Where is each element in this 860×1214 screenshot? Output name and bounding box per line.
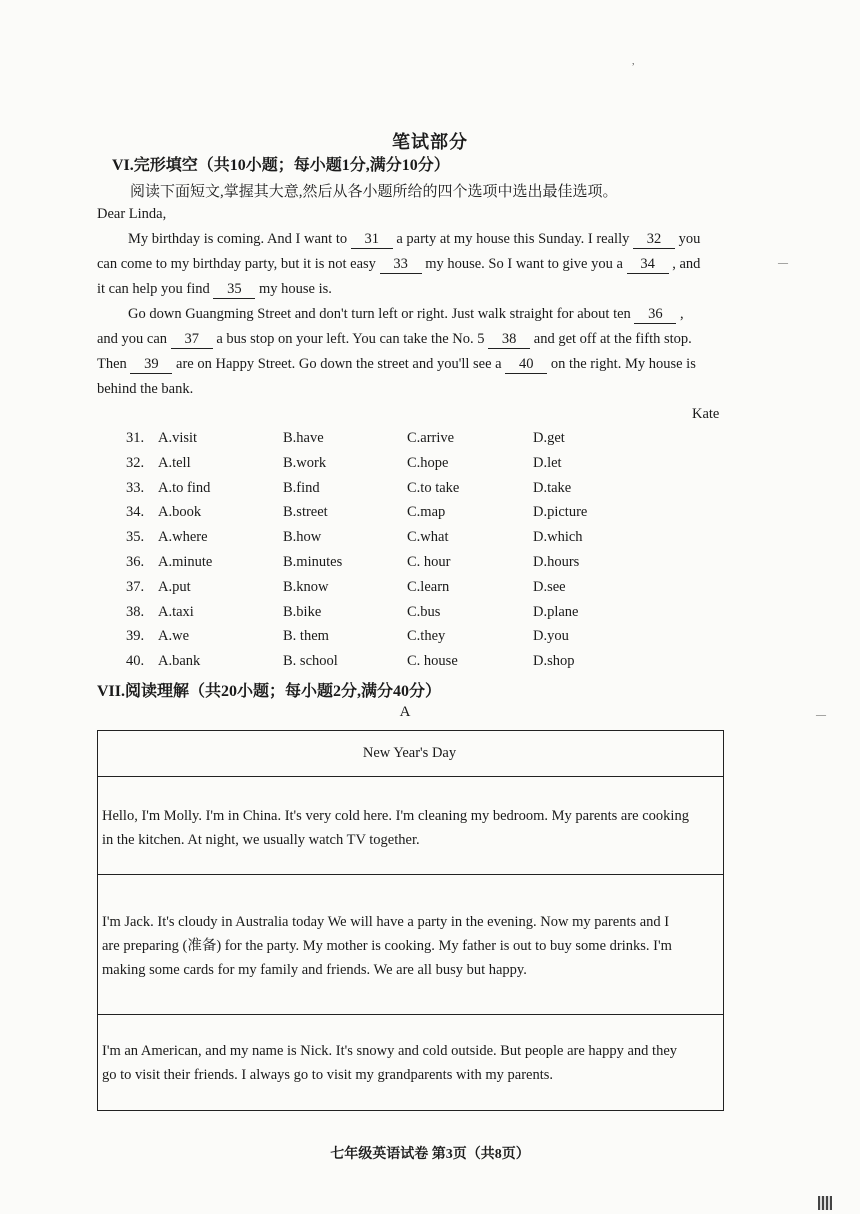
- answer-option[interactable]: A.where: [158, 529, 208, 546]
- passage-text: it can help you find: [97, 281, 214, 297]
- answer-option[interactable]: D.picture: [533, 504, 588, 521]
- answer-option[interactable]: A.visit: [158, 430, 198, 446]
- passage-line: [97, 381, 193, 398]
- answer-option[interactable]: A.tell: [158, 454, 191, 471]
- passage-text: Go down Guangming Street and don't turn left or right. Just walk straight for about ten: [128, 306, 635, 322]
- paragraph-text: [102, 910, 717, 982]
- answer-option[interactable]: B.find: [283, 479, 320, 496]
- answer-option[interactable]: A.bank: [158, 653, 201, 670]
- answer-option[interactable]: B. school: [283, 653, 338, 670]
- answer-option[interactable]: C.arrive: [407, 430, 455, 446]
- table-title: New Year's Day: [362, 745, 457, 761]
- passage-line: [97, 331, 692, 349]
- paragraph-line: making some cards for my family and friends. We are all busy but happy.: [102, 962, 527, 978]
- passage-line: [128, 231, 700, 249]
- paragraph-text: [102, 804, 717, 852]
- answer-option[interactable]: D.take: [533, 479, 572, 496]
- passage-line: [97, 356, 696, 374]
- question-number: 40.: [126, 653, 145, 670]
- question-number: 34.: [126, 504, 145, 521]
- answer-option[interactable]: B.how: [283, 529, 322, 546]
- answer-option[interactable]: C.hope: [407, 454, 449, 471]
- question-number: 36.: [126, 553, 145, 570]
- answer-option[interactable]: A.taxi: [158, 603, 194, 620]
- passage-line: [97, 281, 332, 299]
- answer-blank[interactable]: 38: [488, 331, 530, 349]
- answer-option[interactable]: D.see: [533, 578, 566, 595]
- answer-option[interactable]: C.what: [407, 529, 449, 546]
- answer-option[interactable]: B.work: [283, 454, 327, 471]
- answer-option[interactable]: D.you: [533, 628, 569, 645]
- passage-text: my house. So I want to give you a: [421, 256, 627, 272]
- question-number: 37.: [126, 578, 145, 595]
- answer-option[interactable]: B.minutes: [283, 553, 343, 570]
- answer-blank[interactable]: 31: [351, 231, 393, 249]
- paragraph-line: I'm an American, and my name is Nick. It's snowy and cold outside. But people are happy and they: [102, 1043, 678, 1059]
- passage-text: behind the bank.: [97, 381, 194, 397]
- passage-text: are on Happy Street. Go down the street and you'll see a: [172, 356, 506, 372]
- scan-speck: ,: [632, 56, 635, 67]
- answer-blank[interactable]: 35: [213, 281, 255, 299]
- paragraph-molly: [98, 777, 723, 875]
- passage-text: my house is.: [255, 281, 332, 297]
- passage-text: you: [675, 231, 701, 247]
- page-title: 笔试部分: [392, 132, 468, 152]
- passage-text: a bus stop on your left. You can take the No. 5: [212, 331, 489, 347]
- part-label: A: [399, 704, 411, 720]
- answer-option[interactable]: C.bus: [407, 603, 441, 620]
- answer-option[interactable]: B.bike: [283, 603, 322, 620]
- answer-blank[interactable]: 32: [633, 231, 675, 249]
- answer-option[interactable]: A.put: [158, 578, 191, 595]
- answer-option[interactable]: D.let: [533, 454, 562, 471]
- answer-option[interactable]: C. house: [407, 653, 458, 670]
- answer-option[interactable]: A.book: [158, 504, 202, 521]
- paragraph-line: in the kitchen. At night, we usually watch TV together.: [102, 832, 420, 848]
- question-number: 39.: [126, 628, 145, 645]
- answer-blank[interactable]: 33: [380, 256, 422, 274]
- answer-option[interactable]: C.they: [407, 628, 446, 645]
- answer-blank[interactable]: 34: [627, 256, 669, 274]
- paragraph-line: go to visit their friends. I always go to visit my grandparents with my parents.: [102, 1067, 554, 1083]
- answer-option[interactable]: D.which: [533, 529, 583, 546]
- answer-blank[interactable]: 36: [634, 306, 676, 324]
- question-number: 38.: [126, 603, 145, 620]
- paragraph-line: are preparing (准备) for the party. My mother is cooking. My father is out to buy some drinks. I'm: [102, 938, 672, 954]
- passage-text: can come to my birthday party, but it is not easy: [97, 256, 380, 272]
- passage-text: ,: [676, 306, 684, 322]
- section-7-heading: VII.阅读理解（共20小题；每小题2分,满分40分）: [97, 683, 442, 700]
- answer-option[interactable]: D.hours: [533, 553, 580, 570]
- question-number: 35.: [126, 529, 145, 546]
- answer-option[interactable]: B.have: [283, 430, 324, 446]
- section-6-heading: VI.完形填空（共10小题；每小题1分,满分10分）: [112, 157, 450, 174]
- passage-line: [97, 256, 700, 274]
- answer-option[interactable]: A.to find: [158, 479, 211, 496]
- answer-option[interactable]: D.plane: [533, 603, 579, 620]
- answer-option[interactable]: C.to take: [407, 479, 460, 496]
- answer-option[interactable]: A.we: [158, 628, 190, 645]
- answer-blank[interactable]: 40: [505, 356, 547, 374]
- paragraph-line: I'm Jack. It's cloudy in Australia today We will have a party in the evening. Now my parents and I: [102, 914, 670, 930]
- question-number: 32.: [126, 454, 145, 471]
- paragraph-line: Hello, I'm Molly. I'm in China. It's very cold here. I'm cleaning my bedroom. My parents are cooking: [102, 808, 689, 824]
- paragraph-nick: [98, 1015, 723, 1110]
- answer-option[interactable]: A.minute: [158, 553, 213, 570]
- letter-salutation: Dear Linda,: [97, 206, 167, 222]
- passage-text: on the right. My house is: [547, 356, 696, 372]
- reading-table: [97, 730, 724, 1111]
- scan-speck: —: [816, 710, 826, 721]
- table-header: [98, 731, 723, 777]
- scan-speck: —: [778, 258, 788, 269]
- answer-option[interactable]: B. them: [283, 628, 329, 645]
- answer-option[interactable]: C.learn: [407, 578, 450, 595]
- answer-option[interactable]: D.get: [533, 430, 565, 446]
- paragraph-jack: [98, 875, 723, 1015]
- answer-blank[interactable]: 39: [130, 356, 172, 374]
- passage-text: My birthday is coming. And I want to: [128, 231, 351, 247]
- answer-option[interactable]: B.street: [283, 504, 328, 521]
- answer-option[interactable]: D.shop: [533, 653, 575, 670]
- answer-blank[interactable]: 37: [171, 331, 213, 349]
- passage-text: , and: [668, 256, 701, 272]
- passage-text: a party at my house this Sunday. I really: [392, 231, 633, 247]
- page-footer: 七年级英语试卷 第3页（共8页）: [330, 1147, 530, 1162]
- qr-code-icon: [818, 1196, 832, 1210]
- question-number: 31.: [126, 430, 145, 446]
- answer-option[interactable]: B.know: [283, 578, 329, 595]
- paragraph-text: [102, 1039, 717, 1087]
- passage-line: [128, 306, 684, 324]
- question-number: 33.: [126, 479, 145, 496]
- answer-option[interactable]: C. hour: [407, 553, 451, 570]
- answer-option[interactable]: C.map: [407, 504, 446, 521]
- section-6-instruction: 阅读下面短文,掌握其大意,然后从各小题所给的四个选项中选出最佳选项。: [130, 184, 618, 200]
- passage-text: Then: [97, 356, 131, 372]
- passage-text: and get off at the fifth stop.: [530, 331, 692, 347]
- letter-signature: Kate: [692, 406, 720, 422]
- passage-text: and you can: [97, 331, 171, 347]
